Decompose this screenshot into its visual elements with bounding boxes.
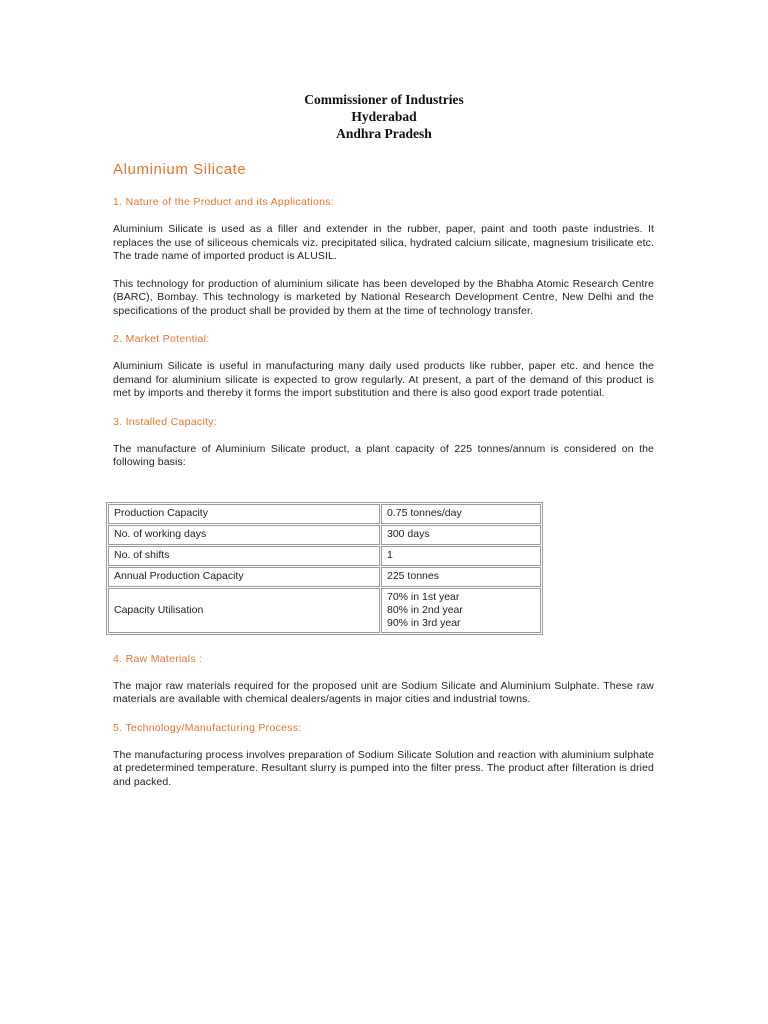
paragraph-raw-materials: The major raw materials required for the proposed unit are Sodium Silicate and Aluminium Sulphate. These raw materials are available with chemical dealers/agents in major cities and industrial towns.	[113, 679, 654, 705]
paragraph-nature-2: This technology for production of aluminium silicate has been developed by the Bhabha Atomic Research Centre (BARC), Bombay. This technology is marketed by National Research Development Centre, New Delhi and the specifications of the product shall be provided by them at the time of technology transfer.	[113, 277, 654, 317]
paragraph-nature-1: Aluminium Silicate is used as a filler and extender in the rubber, paper, paint and tooth paste industries. It replaces the use of siliceous chemicals viz. precipitated silica, hydrated calcium silicate, magnesium trisilicate etc. The trade name of imported product is ALUSIL.	[113, 223, 654, 262]
masthead	[0, 91, 768, 142]
document-title: Aluminium Silicate	[113, 161, 247, 178]
capacity-table	[106, 502, 543, 635]
masthead-line-2: Hyderabad	[351, 109, 417, 124]
table-cell-param: No. of shifts	[108, 546, 380, 566]
table-row	[108, 504, 541, 524]
masthead-line-1: Commissioner of Industries	[304, 92, 464, 107]
utilisation-year-1: 70% in 1st year	[387, 590, 460, 603]
table-row	[108, 567, 541, 587]
paragraph-market: Aluminium Silicate is useful in manufacturing many daily used products like rubber, paper etc. and hence the demand for aluminium silicate is expected to grow regularly. At present, a part of the demand of this product is met by imports and thereby it forms the import substitution and there is also good export trade potential.	[113, 360, 654, 399]
document-body	[113, 160, 654, 803]
utilisation-year-2: 80% in 2nd year	[387, 603, 463, 616]
section-heading-nature: 1. Nature of the Product and its Applications:	[113, 196, 335, 208]
paragraph-technology: The manufacturing process involves preparation of Sodium Silicate Solution and reaction with aluminium sulphate at predetermined temperature. Resultant slurry is pumped into the filter press. The product after filteration is dried and packed.	[113, 748, 654, 788]
utilisation-year-3: 90% in 3rd year	[387, 616, 461, 629]
table-cell-param: No. of working days	[108, 525, 380, 545]
table-cell-value: 0.75 tonnes/day	[381, 504, 541, 524]
section-heading-capacity: 3. Installed Capacity:	[113, 415, 218, 428]
table-cell-value: 225 tonnes	[381, 567, 541, 587]
table-cell-param: Annual Production Capacity	[108, 567, 380, 587]
table-cell-value: 300 days	[381, 525, 541, 545]
table-row	[108, 588, 541, 633]
table-cell-value: 1	[381, 546, 541, 566]
table-row	[108, 546, 541, 566]
section-heading-technology: 5. Technology/Manufacturing Process:	[113, 721, 302, 734]
section-heading-raw-materials: 4. Raw Materials :	[113, 652, 203, 665]
section-heading-market: 2. Market Potential:	[113, 333, 210, 345]
table-cell-param: Production Capacity	[108, 504, 380, 524]
masthead-line-3: Andhra Pradesh	[336, 126, 432, 141]
table-row	[108, 525, 541, 545]
table-cell-param: Capacity Utilisation	[108, 588, 380, 633]
table-cell-value	[381, 588, 541, 633]
paragraph-capacity: The manufacture of Aluminium Silicate product, a plant capacity of 225 tonnes/annum is considered on the following basis:	[113, 442, 654, 468]
